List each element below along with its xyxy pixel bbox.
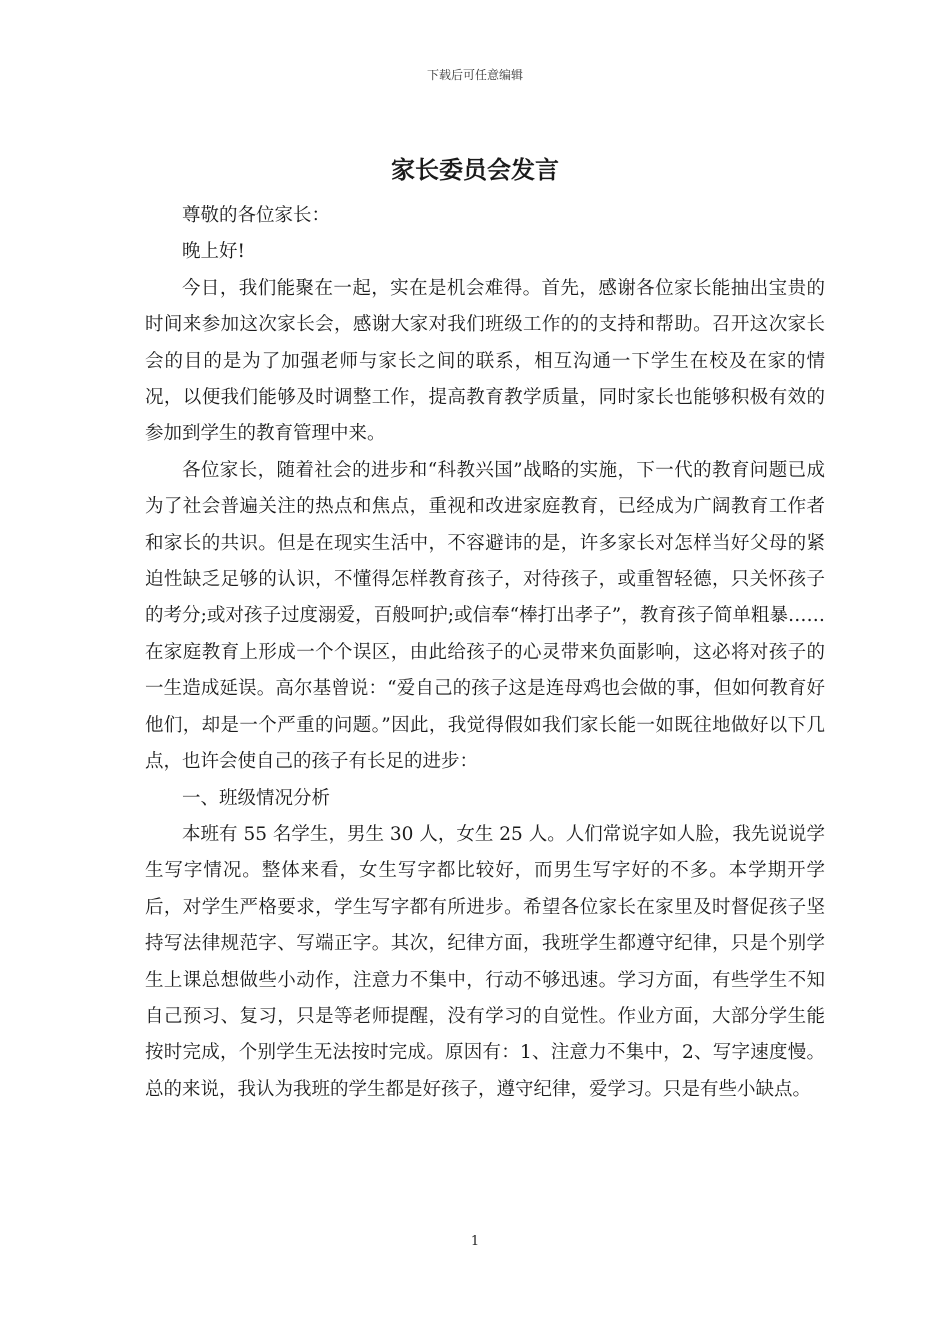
page-header-note: 下载后可任意编辑 bbox=[426, 68, 523, 82]
body-paragraph: 各位家长，随着社会的进步和“科教兴国”战略的实施，下一代的教育问题已成为了社会普遍关注的热点和焦点，重视和改进家庭教育，已经成为广阔教育工作者和家长的共识。但是在现实生活中，不容避讳的是，许多家长对怎样当好父母的紧迫性缺乏足够的认识，不懂得怎样教育孩子，对待孩子，或重智轻德，只关怀孩子的考分;或对孩子过度溺爱，百般呵护;或信奉“棒打出孝子”，教育孩子简单粗暴……在家庭教育上形成一个个误区，由此给孩子的心灵带来负面影响，这必将对孩子的一生造成延误。高尔基曾说：“爱自己的孩子这是连母鸡也会做的事，但如何教育好他们，却是一个严重的问题。”因此，我觉得假如我们家长能一如既往地做好以下几点，也许会使自己的孩子有长足的进步： bbox=[145, 459, 825, 773]
section-heading: 一、班级情况分析 bbox=[182, 787, 331, 809]
body-paragraph: 今日，我们能聚在一起，实在是机会难得。首先，感谢各位家长能抽出宝贵的时间来参加这次家长会，感谢大家对我们班级工作的的支持和帮助。召开这次家长会的目的是为了加强老师与家长之间的联系，相互沟通一下学生在校及在家的情况，以便我们能够及时调整工作，提高教育教学质量，同时家长也能够积极有效的参加到学生的教育管理中来。 bbox=[145, 277, 825, 445]
greeting: 晚上好! bbox=[182, 241, 245, 263]
page-number: 1 bbox=[470, 1234, 480, 1249]
body-paragraph: 本班有 55 名学生，男生 30 人，女生 25 人。人们常说字如人脸，我先说说学生写字情况。整体来看，女生写字都比较好，而男生写字好的不多。本学期开学后，对学生严格要求，学生写字都有所进步。希望各位家长在家里及时督促孩子坚持写法律规范字、写端正字。其次，纪律方面，我班学生都遵守纪律，只是个别学生上课总想做些小动作，注意力不集中，行动不够迅速。学习方面，有些学生不知自己预习、复习，只是等老师提醒，没有学习的自觉性。作业方面，大部分学生能按时完成，个别学生无法按时完成。原因有：1、注意力不集中，2、写字速度慢。总的来说，我认为我班的学生都是好孩子，遵守纪律，爱学习。只是有些小缺点。 bbox=[145, 823, 825, 1100]
document-body bbox=[145, 198, 825, 1108]
document-title: 家长委员会发言 bbox=[391, 155, 559, 184]
salutation: 尊敬的各位家长： bbox=[182, 205, 331, 226]
